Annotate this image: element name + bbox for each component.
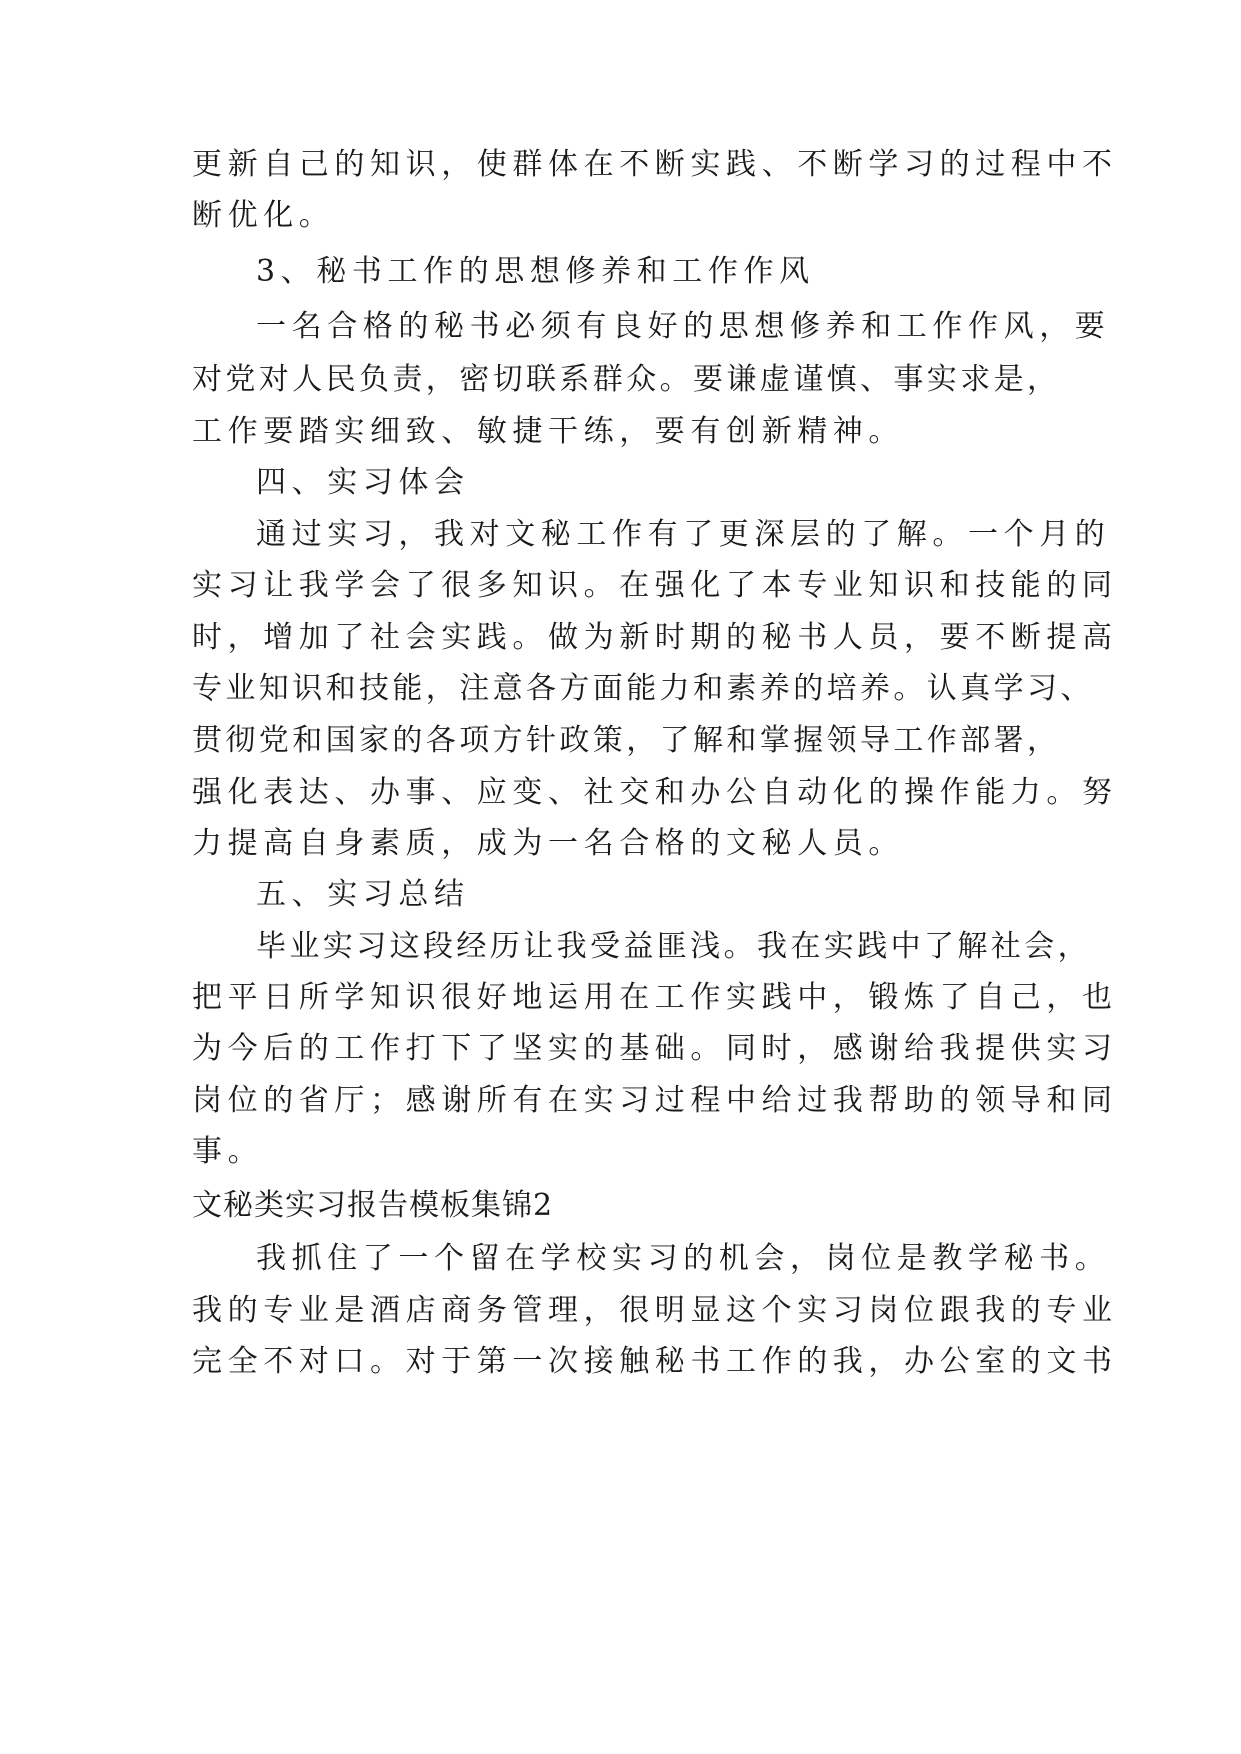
- paragraph-line: 强化表达、办事、应变、社交和办公自动化的操作能力。努: [192, 775, 1118, 810]
- paragraph-line: 更新自己的知识，使群体在不断实践、不断学习的过程中不: [192, 147, 1118, 182]
- paragraph-line: 一名合格的秘书必须有良好的思想修养和工作作风，要: [256, 309, 1111, 344]
- paragraph-line: 断优化。: [192, 198, 335, 233]
- section-heading: 3、秘书工作的思想修养和工作作风: [256, 254, 815, 289]
- paragraph-line: 完全不对口。对于第一次接触秘书工作的我，办公室的文书: [192, 1344, 1118, 1379]
- paragraph-line: 力提高自身素质，成为一名合格的文秘人员。: [192, 826, 904, 861]
- paragraph-line: 我抓住了一个留在学校实习的机会，岗位是教学秘书。: [256, 1241, 1111, 1276]
- paragraph-line: 岗位的省厅；感谢所有在实习过程中给过我帮助的领导和同: [192, 1083, 1118, 1118]
- paragraph-line: 工作要踏实细致、敏捷干练，要有创新精神。: [192, 414, 904, 449]
- paragraph-line: 对党对人民负责，密切联系群众。要谦虚谨慎、事实求是，: [192, 362, 1061, 397]
- paragraph-line: 实习让我学会了很多知识。在强化了本专业知识和技能的同: [192, 568, 1118, 603]
- paragraph-line: 我的专业是酒店商务管理，很明显这个实习岗位跟我的专业: [192, 1293, 1118, 1328]
- paragraph-line: 通过实习，我对文秘工作有了更深层的了解。一个月的: [256, 517, 1111, 552]
- paragraph-line: 时，增加了社会实践。做为新时期的秘书人员，要不断提高: [192, 620, 1118, 655]
- paragraph-line: 事。: [192, 1134, 264, 1169]
- paragraph-line: 为今后的工作打下了坚实的基础。同时，感谢给我提供实习: [192, 1031, 1118, 1066]
- paragraph-line: 毕业实习这段经历让我受益匪浅。我在实践中了解社会，: [256, 929, 1091, 964]
- paragraph-line: 专业知识和技能，注意各方面能力和素养的培养。认真学习、: [192, 671, 1094, 706]
- paragraph-line: 贯彻党和国家的各项方针政策，了解和掌握领导工作部署，: [192, 723, 1061, 758]
- section-heading: 四、实习体会: [256, 465, 470, 500]
- section-heading: 五、实习总结: [256, 877, 470, 912]
- paragraph-line: 把平日所学知识很好地运用在工作实践中，锻炼了自己，也: [192, 980, 1118, 1015]
- document-title: 文秘类实习报告模板集锦2: [192, 1188, 554, 1223]
